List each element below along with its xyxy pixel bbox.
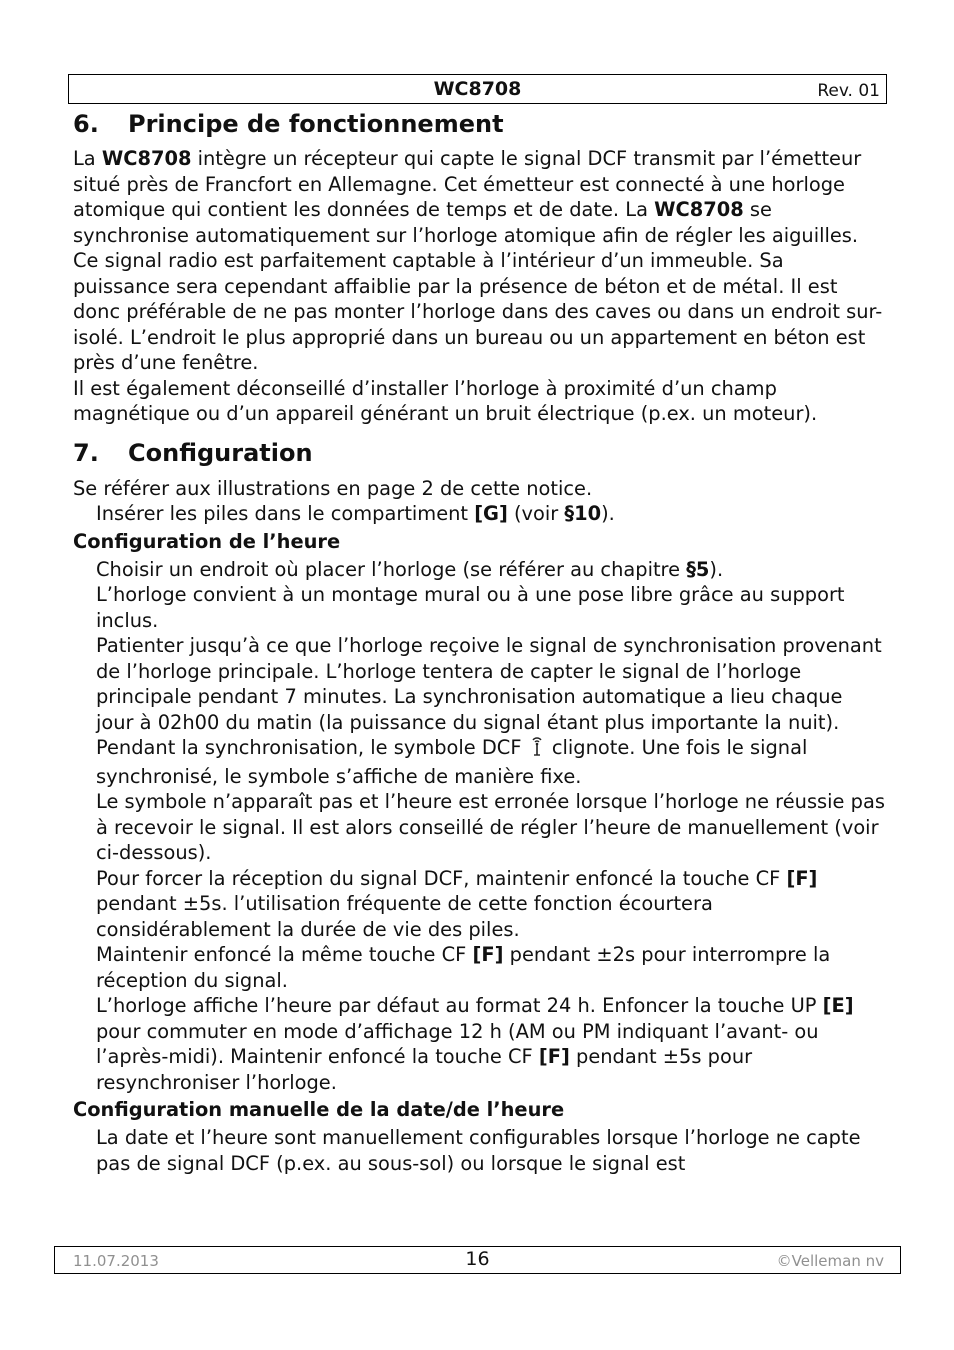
footer-date: 11.07.2013 <box>73 1252 159 1270</box>
step-batteries <box>73 501 885 527</box>
subheading-time-config: Configuration de l’heure <box>73 529 341 553</box>
section-7-number: 7. <box>73 438 99 467</box>
step-8 <box>73 993 885 1095</box>
text-run: se synchronise automatiquement sur l’horloge atomique afin de régler les aiguilles. <box>73 198 859 247</box>
key-ref: [F] <box>786 866 818 890</box>
section-6-paragraph-2: Ce signal radio est parfaitement captable à l’intérieur d’un immeuble. Sa puissance sera cependant affaiblie par la présence de béton et de métal. Il est donc préférable de ne pas monter l’horloge dans des caves ou dans un endroit sur-isolé. L’endroit le plus approprié dans un bureau ou un appartement en béton est près d’une fenêtre. <box>73 249 883 374</box>
step-6 <box>73 866 885 943</box>
section-6-title: Principe de fonctionnement <box>128 110 504 138</box>
text-run: Pendant la synchronisation, le symbole DCF <box>96 736 522 759</box>
text-run: La <box>73 147 102 170</box>
step-5: Le symbole n’apparaît pas et l’heure est erronée lorsque l’horloge ne réussie pas à recevoir le signal. Il est alors conseillé de régler l’heure de manuellement (voir ci-dessous). <box>96 790 885 864</box>
text-run: pendant ±5s pour resynchroniser l’horloge. <box>96 1045 753 1094</box>
revision-label: Rev. 01 <box>817 81 880 101</box>
section-6-paragraph-1 <box>73 146 885 248</box>
text-run: ). <box>601 502 615 525</box>
text-run: Insérer les piles dans le compartiment <box>96 502 475 525</box>
step-2: L’horloge convient à un montage mural ou à une pose libre grâce au support inclus. <box>96 583 845 632</box>
model-name: WC8708 <box>433 78 522 100</box>
step-1 <box>73 557 885 583</box>
section-6-heading <box>73 108 885 140</box>
key-ref: [E] <box>822 994 854 1017</box>
radio-tower-icon <box>530 737 544 764</box>
section-6-paragraph-3: Il est également déconseillé d’installer l’horloge à proximité d’un champ magnétique ou d’un appareil générant un bruit électrique (p.ex. un moteur). <box>73 376 818 425</box>
model-bold: WC8708 <box>654 198 744 221</box>
key-ref: [G] <box>474 502 508 525</box>
text-run: pendant ±5s. l’utilisation fréquente de cette fonction écourtera considérablement la durée de vie des piles. <box>96 892 713 941</box>
text-run: intègre un récepteur qui capte le signal DCF transmit par l’émetteur situé près de Francfort en Allemagne. Cet émetteur est connecté à une horloge atomique qui contient les données de temps et de date. La <box>73 147 862 221</box>
model-bold: WC8708 <box>101 147 192 170</box>
text-run: ). <box>709 557 724 581</box>
step-3: Patienter jusqu’à ce que l’horloge reçoive le signal de synchronisation provenant de l’horloge principale. L’horloge tentera de capter le signal de l’horloge principale pendant 7 minutes. La synchronisation automatique a lieu chaque jour à 02h00 du matin (la puissance du signal étant plus importante la nuit). <box>96 634 882 734</box>
text-run: Choisir un endroit où placer l’horloge (se référer au chapitre <box>96 557 687 581</box>
footer-copyright: ©Velleman nv <box>776 1252 884 1270</box>
text-run: L’horloge affiche l’heure par défaut au format 24 h. Enfoncer la touche UP <box>96 994 823 1017</box>
page-footer <box>54 1246 901 1274</box>
page-number: 16 <box>465 1248 490 1270</box>
section-7-title: Configuration <box>128 438 313 467</box>
section-7-heading <box>73 437 885 469</box>
section-ref: §10 <box>564 502 602 525</box>
key-ref: [F] <box>472 943 504 966</box>
text-run: Maintenir enfoncé la même touche CF <box>96 943 473 966</box>
section-6-number: 6. <box>73 110 99 138</box>
text-run: pour commuter en mode d’affichage 12 h (AM ou PM indiquant l’avant- ou l’après-midi). Maintenir enfoncé la touche CF <box>96 1019 819 1068</box>
key-ref: [F] <box>538 1045 570 1068</box>
step-7 <box>73 942 885 993</box>
page-content <box>73 108 885 1176</box>
section-ref: §5 <box>686 557 710 581</box>
text-run: clignote. Une fois le signal synchronisé, le symbole s’affiche de manière fixe. <box>96 736 808 788</box>
section-7-intro: Se référer aux illustrations en page 2 de cette notice. <box>73 476 593 500</box>
text-run: Pour forcer la réception du signal DCF, maintenir enfoncé la touche CF <box>96 866 787 890</box>
step-4 <box>73 735 885 789</box>
manual-step-1: La date et l’heure sont manuellement configurables lorsque l’horloge ne capte pas de signal DCF (p.ex. au sous-sol) ou lorsque le signal est <box>96 1126 861 1175</box>
subheading-manual-config: Configuration manuelle de la date/de l’heure <box>73 1098 565 1121</box>
text-run: (voir <box>507 502 565 525</box>
page-header <box>68 74 887 104</box>
text-run: pendant ±2s pour interrompre la réception du signal. <box>96 943 831 992</box>
